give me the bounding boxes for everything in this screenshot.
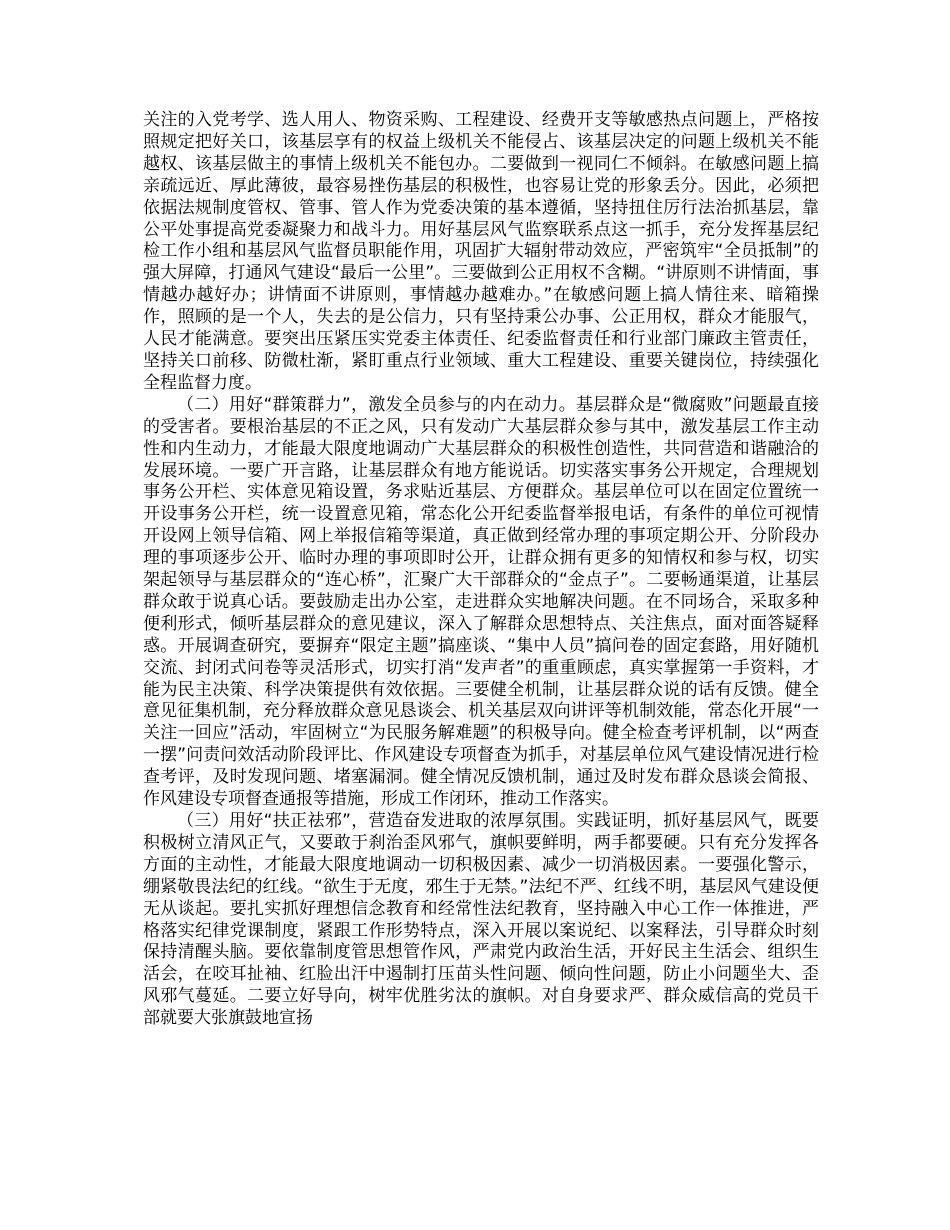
paragraph-section-three: （三）用好“扶正祛邪”，营造奋发进取的浓厚氛围。实践证明，抓好基层风气，既要积极树立清风正气，又要敢于刹治歪风邪气，旗帜要鲜明，两手都要硬。只有充分发挥各方面的主动性，才能最大限度地调动一切积极因素、减少一切消极因素。一要强化警示，绷紧敬畏法纪的红线。“欲生于无度，邪生于无禁。”法纪不严、红线不明，基层风气建设便无从谈起。要扎实抓好理想信念教育和经常性法纪教育，坚持融入中心工作一体推进，严格落实纪律党课制度，紧跟工作形势特点，深入开展以案说纪、以案释法，引导群众时刻保持清醒头脑。要依靠制度管思想管作风，严肃党内政治生活，开好民主生活会、组织生活会，在咬耳扯袖、红脸出汗中遏制打压苗头性问题、倾向性问题，防止小问题坐大、歪风邪气蔓延。二要立好导向，树牢优胜劣汰的旗帜。对自身要求严、群众威信高的党员干部就要大张旗鼓地宣扬 xyxy=(143,811,819,1029)
document-body xyxy=(143,110,819,1030)
paragraph-continuation: 关注的入党考学、选人用人、物资采购、工程建设、经费开支等敏感热点问题上，严格按照规定把好关口，该基层享有的权益上级机关不能侵占、该基层决定的问题上级机关不能越权、该基层做主的事情上级机关不能包办。二要做到一视同仁不倾斜。在敏感问题上搞亲疏远近、厚此薄彼，最容易挫伤基层的积极性，也容易让党的形象丢分。因此，必须把依据法规制度管权、管事、管人作为党委决策的基本遵循，坚持扭住厉行法治抓基层，靠公平处事提高党委凝聚力和战斗力。用好基层风气监察联系点这一抓手，充分发挥基层纪检工作小组和基层风气监督员职能作用，巩固扩大辐射带动效应，严密筑牢“全员抵制”的强大屏障，打通风气建设“最后一公里”。三要做到公正用权不含糊。“讲原则不讲情面，事情越办越好办；讲情面不讲原则，事情越办越难办。”在敏感问题上搞人情往来、暗箱操作，照顾的是一个人，失去的是公信力，只有坚持秉公办事、公正用权，群众才能服气，人民才能满意。要突出压紧压实党委主体责任、纪委监督责任和行业部门廉政主管责任，坚持关口前移、防微杜渐，紧盯重点行业领域、重大工程建设、重要关键岗位，持续强化全程监督力度。 xyxy=(143,110,819,393)
paragraph-section-two: （二）用好“群策群力”，激发全员参与的内在动力。基层群众是“微腐败”问题最直接的受害者。要根治基层的不正之风，只有发动广大基层群众参与其中，激发基层工作主动性和内生动力，才能最大限度地调动广大基层群众的积极性创造性，共同营造和谐融洽的发展环境。一要广开言路，让基层群众有地方能说话。切实落实事务公开规定，合理规划事务公开栏、实体意见箱设置，务求贴近基层、方便群众。基层单位可以在固定位置统一开设事务公开栏，统一设置意见箱，常态化公开纪委监督举报电话，有条件的单位可视情开设网上领导信箱、网上举报信箱等渠道，真正做到经常办理的事项定期公开、分阶段办理的事项逐步公开、临时办理的事项即时公开，让群众拥有更多的知情权和参与权，切实架起领导与基层群众的“连心桥”，汇聚广大干部群众的“金点子”。二要畅通渠道，让基层群众敢于说真心话。要鼓励走出办公室，走进群众实地解决问题。在不同场合，采取多种便利形式，倾听基层群众的意见建议，深入了解群众思想特点、关注焦点，面对面答疑释惑。开展调查研究，要摒弃“限定主题”搞座谈、“集中人员”搞问卷的固定套路，用好随机交流、封闭式问卷等灵活形式，切实打消“发声者”的重重顾虑，真实掌握第一手资料，才能为民主决策、科学决策提供有效依据。三要健全机制，让基层群众说的话有反馈。健全意见征集机制，充分释放群众意见恳谈会、机关基层双向讲评等机制效能，常态化开展“一关注一回应”活动，牢固树立“为民服务解难题”的积极导向。健全检查考评机制，以“两查一摆”问责问效活动阶段评比、作风建设专项督查为抓手，对基层单位风气建设情况进行检查考评，及时发现问题、堵塞漏洞。健全情况反馈机制，通过及时发布群众恳谈会简报、作风建设专项督查通报等措施，形成工作闭环，推动工作落实。 xyxy=(143,394,819,810)
